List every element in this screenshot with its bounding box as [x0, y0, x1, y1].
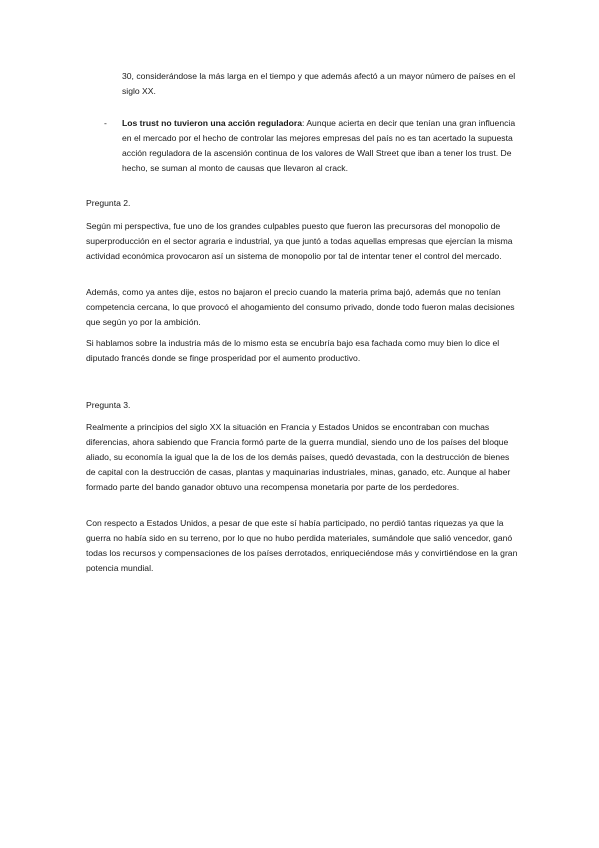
heading-pregunta-3: Pregunta 3. [86, 400, 131, 410]
bullet-paragraph [122, 116, 522, 176]
bullet-dash: - [104, 118, 107, 128]
q2-paragraph-1: Según mi perspectiva, fue uno de los grandes culpables puesto que fueron las precursoras del monopolio de superproducción en el sector agraria e industrial, ya que juntó a todas aquellas empresas que ejercían la misma actividad económica provocaron así un sistema de monopolio por tal de intentar tener el control del mercado. [86, 221, 513, 261]
heading-pregunta-2: Pregunta 2. [86, 198, 131, 208]
bullet-body: : Aunque acierta en decir que tenían una gran influencia en el mercado por el hecho de controlar las mejores empresas del país no es tan acertado la supuesta acción reguladora de la ascensión continua de los valores de Wall Street que iban a tener los trust. De hecho, se suman al monto de causas que llevaron al crack. [122, 118, 516, 173]
continuation-paragraph: 30, considerándose la más larga en el tiempo y que además afectó a un mayor número de países en el siglo XX. [122, 71, 516, 96]
q3-paragraph-2: Con respecto a Estados Unidos, a pesar de que este sí había participado, no perdió tantas riquezas ya que la guerra no había sido en su terreno, por lo que no hubo perdida materiales, sumándole que salió vencedor, ganó todas los recursos y compensaciones de los países derrotados, enriqueciéndose más y convirtiéndose en la gran potencia mundial. [86, 518, 518, 573]
q2-paragraph-2: Además, como ya antes dije, estos no bajaron el precio cuando la materia prima bajó, además que no tenían competencia cercana, lo que provocó el ahogamiento del consumo privado, donde todo fueron malas decisiones que según yo por la ambición. [86, 287, 515, 327]
bullet-title: Los trust no tuvieron una acción reguladora [122, 118, 303, 128]
q3-paragraph-1: Realmente a principios del siglo XX la situación en Francia y Estados Unidos se encontraban con muchas diferencias, ahora sabiendo que Francia formó parte de la guerra mundial, siendo uno de los países del bloque aliado, su economía la igual que la de los de los demás países, quedó devastada, con la destrucción de bienes de capital con la destrucción de casas, plantas y maquinarias industriales, minas, ganado, etc. Aunque al haber formado parte del bando ganador obtuvo una recompensa monetaria por parte de los perdedores. [86, 422, 511, 492]
q2-paragraph-3: Si hablamos sobre la industria más de lo mismo esta se encubría bajo esa fachada como muy bien lo dice el diputado francés donde se finge prosperidad por el aumento productivo. [86, 338, 500, 363]
